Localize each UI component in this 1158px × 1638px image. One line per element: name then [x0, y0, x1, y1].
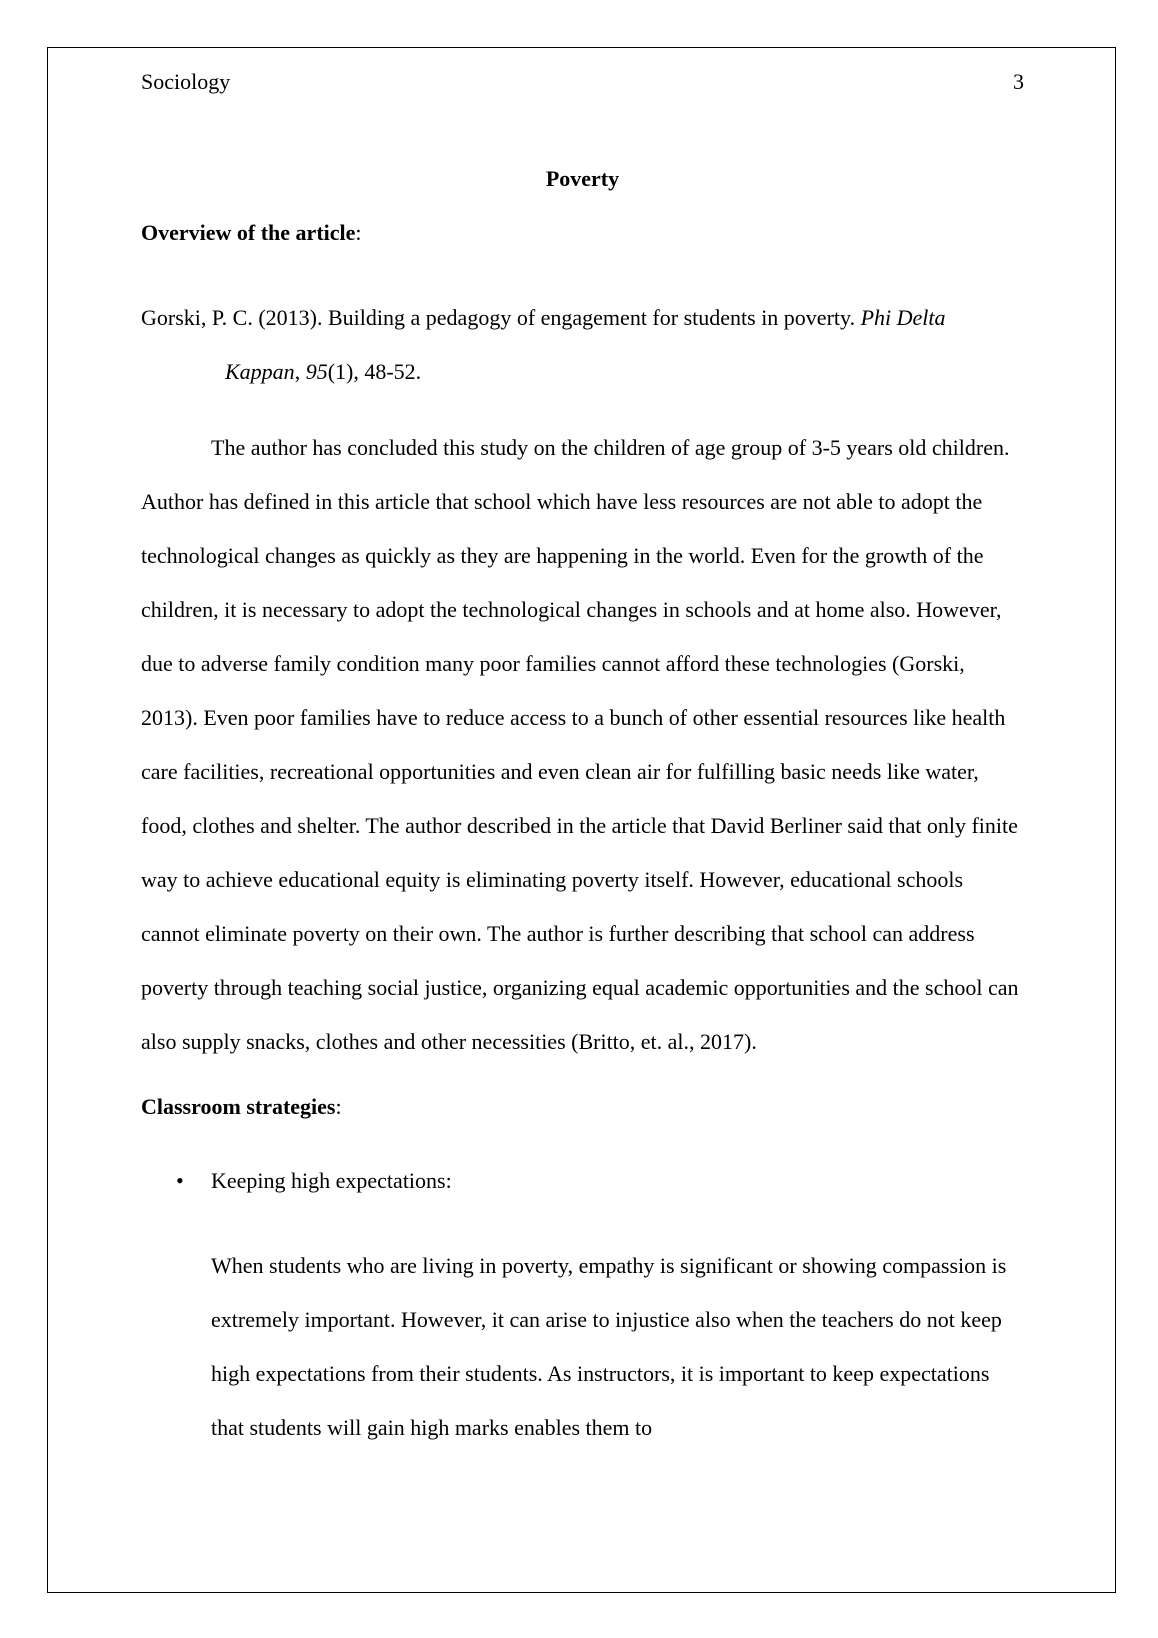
- reference-volume: 95: [305, 359, 328, 384]
- overview-heading-colon: :: [355, 220, 362, 245]
- reference-entry: [141, 291, 1024, 399]
- body-paragraph: The author has concluded this study on the children of age group of 3-5 years old children. Author has defined in this article that school which have less resources are not able to adopt the technological changes as quickly as they are happening in the world. Even for the growth of the children, it is necessary to adopt the technological changes in schools and at home also. However, due to adverse family condition many poor families cannot afford these technologies (Gorski, 2013). Even poor families have to reduce access to a bunch of other essential resources like health care facilities, recreational opportunities and even clean air for fulfilling basic needs like water, food, clothes and shelter. The author described in the article that David Berliner said that only finite way to achieve educational equity is eliminating poverty itself. However, educational schools cannot eliminate poverty on their own. The author is further describing that school can address poverty through teaching social justice, organizing equal academic opportunities and the school can also supply snacks, clothes and other necessities (Britto, et. al., 2017).: [141, 435, 1019, 1054]
- strategies-heading-text: Classroom strategies: [141, 1094, 336, 1119]
- strategies-heading-colon: :: [335, 1094, 342, 1119]
- running-head-title: Sociology: [141, 69, 231, 94]
- running-head: [141, 66, 1024, 98]
- reference-journal: Phi Delta Kappan: [225, 305, 946, 384]
- bullet-label: Keeping high expectations:: [211, 1168, 452, 1193]
- overview-heading-text: Overview of the article: [141, 220, 356, 245]
- reference-citation: Gorski, P. C. (2013). Building a pedagogy of engagement for students in poverty.: [141, 305, 861, 330]
- bullet-paragraph: When students who are living in poverty, empathy is significant or showing compassion is extremely important. However, it can arise to injustice also when the teachers do not keep high expectations from their students. As instructors, it is important to keep expectations that students will gain high marks enables them to: [211, 1253, 1007, 1440]
- strategies-heading: [141, 1091, 1024, 1123]
- document-title: Poverty: [545, 166, 620, 191]
- reference-issue-pages: (1), 48-52.: [327, 359, 422, 384]
- bullet-icon: •: [176, 1168, 184, 1193]
- page-number: 3: [1013, 69, 1024, 94]
- bullet-item: [141, 1165, 1024, 1197]
- reference-comma: ,: [294, 359, 306, 384]
- document-body: [141, 163, 1024, 1455]
- overview-heading: [141, 217, 1024, 249]
